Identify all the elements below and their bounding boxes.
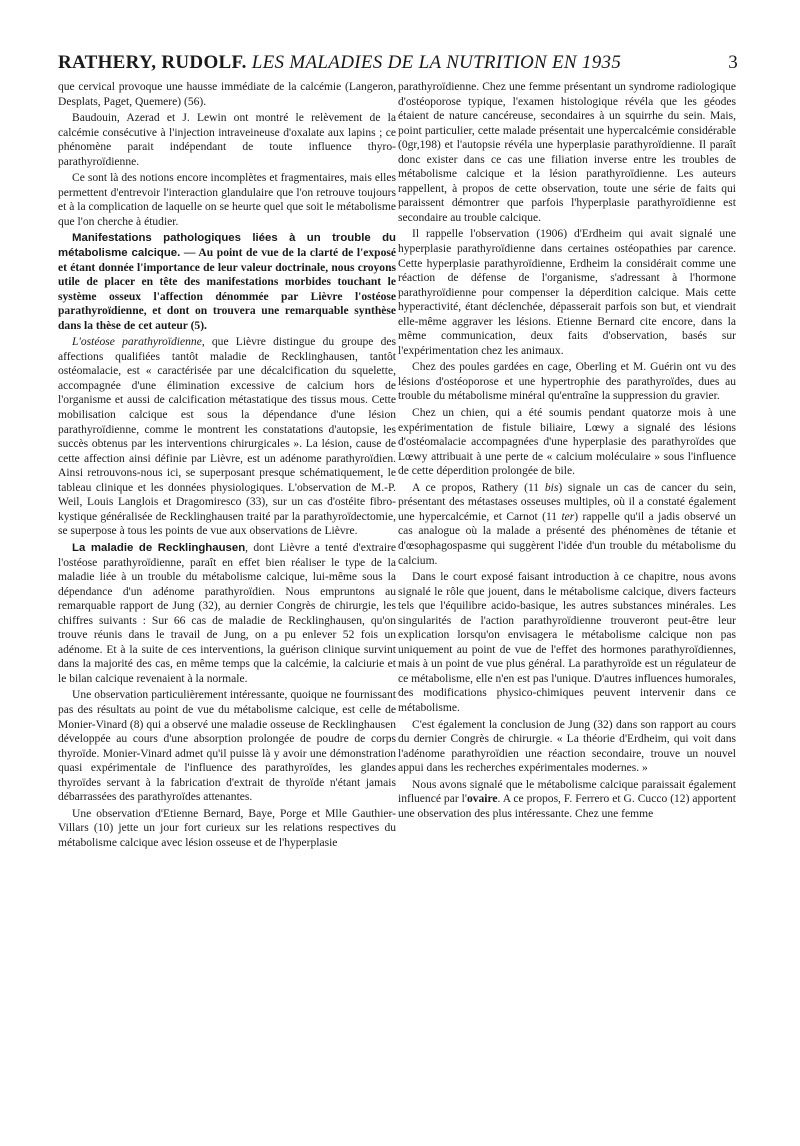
paragraph bbox=[58, 541, 396, 686]
section-heading: La maladie de Recklinghausen bbox=[72, 541, 246, 554]
paragraph bbox=[58, 335, 396, 539]
paragraph-text: A ce propos, Rathery (11 bbox=[412, 481, 545, 494]
paragraph bbox=[398, 481, 736, 568]
section-heading: Manifestations pathologiques liées à un trouble du métabolisme calcique. bbox=[58, 232, 396, 260]
italic-ref: ter bbox=[561, 510, 575, 523]
paragraph: Il rappelle l'observation (1906) d'Erdheim qui avait signalé une hyperplasie parathyroïdienne dans certaines ostéopathies par carence. Cette hyperplasie parathyroïdienne, Erdheim la considérait comme une réaction de défense de l'organisme, s'adressant à l'hormone parathyroïdienne pour compenser la déperdition calcique. Mais cette hyperactivité, étant déclenchée, dépasserait parfois son but, et viendrait elle-même aggraver les lésions. Etienne Bernard cite encore, dans la même communication, deux faits d'observation, basés sur l'expérimentation chez les animaux. bbox=[398, 228, 736, 357]
paragraph: C'est également la conclusion de Jung (32) dans son rapport au cours du dernier Congrès de chirurgie. « La théorie d'Erdheim, qui voit dans l'adénome parathyroïdien une réaction secondaire, trouve un nouvel appui dans les recherches expérimentales modernes. » bbox=[398, 718, 736, 775]
paragraph bbox=[398, 778, 736, 822]
paragraph: Dans le court exposé faisant introduction à ce chapitre, nous avons signalé le rôle que jouent, dans le métabolisme calcique, divers facteurs tels que l'équilibre acido-basique, les autres substances minérales. Les singularités de l'action parathyroïdienne trouveront peut-être leur explication lorsqu'on envisagera le métabolisme calcique non pas uniquement au point de vue de l'effet des hormones parathyroïdiennes, mais à un point de vue plus général. La parathyroïde est un régulateur de ce métabolisme, elle n'en est pas l'unique. D'autres influences humorales, des modifications physico-chimiques peuvent intervenir dans ce métabolisme. bbox=[398, 571, 736, 714]
paragraph-text: , dont Lièvre a tenté d'extraire l'ostéose parathyroïdienne, paraît en effet bien réaliser le type de la maladie liée à un trouble du métabolisme calcique, lui-même sous la dépendance d'un adénome parathyroïdien. Nous empruntons au remarquable rapport de Jung (32), au dernier Congrès de chirurgie, les chiffres suivants : Sur 66 cas de maladie de Recklinghausen, qu'on trouve réunis dans le travail de Jung, on a pu enlever 52 fois un adénome. Et à la suite de ces interventions, la guérison clinique survint dans la majorité des cas, en même temps que la calcémie, la calciurie et le bilan calcique revenaient à la normale. bbox=[58, 541, 397, 685]
paragraph: Une observation particulièrement intéressante, quoique ne fournissant pas des résultats au point de vue du métabolisme calcique, est celle de Monier-Vinard (8) qui a observé une maladie osseuse de Recklinghausen développée au cours d'une absorption prolongée de poudre de corps thyroïde. Monier-Vinard admet qu'il puisse là y avoir une démonstration quasi expérimentale de l'influence des parathyroïdes, les glandes thyroïdes servant à la fabrication d'extrait de thyroïde n'étant jamais débarrassées des parathyroïdes attenantes. bbox=[58, 689, 396, 804]
italic-term: L'ostéose parathyroïdienne bbox=[72, 336, 202, 349]
paragraph-text: ) signale un cas de cancer du sein, présentant des métastases osseuses multiples, où il a constaté également une hypercalcémie, et Carnot (11 bbox=[398, 481, 736, 523]
paragraph: Chez des poules gardées en cage, Oberling et M. Guérin ont vu des lésions d'ostéoporose et une hypertrophie des parathyroïdes, dues au trouble du métabolisme minéral qu'entraîne la suppression du gravier. bbox=[398, 361, 736, 403]
page-number: 3 bbox=[728, 52, 738, 73]
paragraph: Une observation d'Etienne Bernard, Baye, Porge et Mlle Gauthier-Villars (10) jette un jour fort curieux sur les relations respectives du métabolisme calcique avec lésion osseuse et de l'hyperplasie bbox=[58, 807, 396, 849]
paragraph: Chez un chien, qui a été soumis pendant quatorze mois à une expérimentation de fistule biliaire, Lœwy a signalé des lésions d'ostéomalacie accompagnées d'une hyperplasie des parathyroïdes que Lœwy attribuait à une perte de « calcium moléculaire » sous l'influence de cette déperdition prolongée de bile. bbox=[398, 407, 736, 478]
running-header bbox=[58, 52, 738, 74]
paragraph-text: Nous avons signalé que le métabolisme calcique paraissait également influencé par l' bbox=[398, 778, 736, 806]
paragraph: Baudouin, Azerad et J. Lewin ont montré le relèvement de la calcémie consécutive à l'injection intraveineuse d'oxalate aux lapins ; ce phénomène parait indépendant de toute influence thyro-parathyroïdienne. bbox=[58, 112, 396, 168]
bold-term: ovaire bbox=[466, 793, 498, 806]
paragraph: que cervical provoque une hausse immédiate de la calcémie (Langeron, Desplats, Paget, Quemere) (56). bbox=[58, 81, 396, 108]
bold-text: — Au point de vue de la clarté de l'exposé et étant donnée l'importance de leur valeur doctrinale, nous croyons utile de placer en tête des manifestations morbides touchant le système osseux l'affection dénommée par Lièvre l'ostéose parathyroïdienne, et dont on trouvera une remarquable synthèse dans la thèse de cet auteur (5). bbox=[58, 247, 396, 332]
italic-ref: bis bbox=[544, 481, 559, 494]
paragraph: parathyroïdienne. Chez une femme présentant un syndrome radiologique d'ostéoporose typique, l'examen histologique révéla que les géodes étaient de nature cancéreuse, secondaires à un squirrhe du sein. Mais, point particulier, cette malade présentait une hypercalcémie considérable (0gr,198) et l'autopsie révéla une hyperplasie parathyroïdienne. Il paraît donc exister dans ce cas une filiation inverse entre les troubles de métabolisme calcique et la lésion parathyroïdienne. Les auteurs rappellent, à propos de cette observation, toute une série de faits qui paraissent démontrer que parfois l'hyperplasie parathyroïdienne est secondaire au trouble calcique. bbox=[398, 81, 736, 224]
right-column bbox=[398, 80, 736, 821]
paragraph-text: . A ce propos, F. Ferrero et G. Cucco (12) apportent une observation des plus intéressante. Chez une femme bbox=[398, 793, 737, 820]
header-journal: LES MALADIES DE LA NUTRITION EN 1935 bbox=[251, 52, 622, 73]
paragraph-text: , que Lièvre distingue du groupe des affections qualifiées tantôt maladie de Recklinghausen, tantôt ostéomalacie, est « caractérisée par une décalcification du squelette, accompagnée d'une élimination excessive de calcium hors de l'organisme et aussi de calcification métastatique des tissus mous. Cette mobilisation calcique est sous la dépendance d'une lésion parathyroïdienne, comme le montrent les constatations d'autopsie, les succès obtenus par les interventions chirurgicales ». La lésion, cause de cette affection ainsi définie par Lièvre, est un adénome parathyroïdien. Ainsi retrouvons-nous ici, se superposant presque schématiquement, le tableau clinique et les données physiologiques. L'observation de M.-P. Weil, Louis Langlois et Dragomiresco (33), sur un cas d'ostéite fibro-kystique généralisée de Recklinghausen traité par la parathyroïdectomie, se superpose à tous les points de vue aux observations de Lièvre. bbox=[58, 336, 396, 538]
header-authors: RATHERY, RUDOLF. bbox=[58, 52, 247, 73]
paragraph-text: ) rappelle qu'il a jadis observé un cas analogue où la malade a présenté des phénomènes de tétanie et d'œsophagospasme qui suggèrent l'idée d'un trouble du métabolisme du calcium. bbox=[398, 510, 736, 567]
left-column bbox=[58, 80, 396, 850]
paragraph: Ce sont là des notions encore incomplètes et fragmentaires, mais elles permettent d'entrevoir l'interaction glandulaire que l'on retrouve toujours et à la complication de laquelle on se heurte quel que soit le métabolisme que l'on cherche à étudier. bbox=[58, 172, 396, 228]
paragraph bbox=[58, 231, 396, 333]
